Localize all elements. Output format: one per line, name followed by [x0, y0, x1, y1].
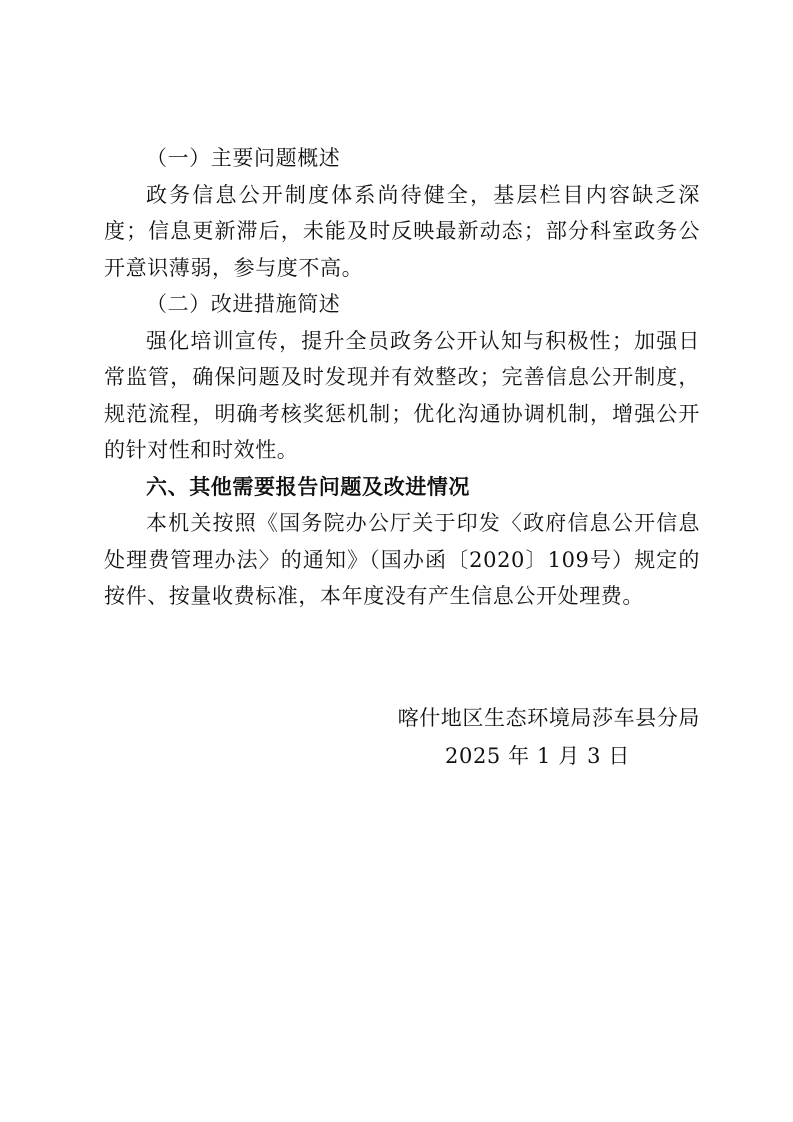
paragraph-other-issues: 本机关按照《国务院办公厅关于印发〈政府信息公开信息处理费管理办法〉的通知》（国办函〔2020〕109号）规定的按件、按量收费标准，本年度没有产生信息公开处理费。 [104, 511, 700, 608]
signature-organization: 喀什地区生态环境局莎车县分局 [397, 706, 700, 730]
paragraph-improvement-measures: 强化培训宣传，提升全员政务公开认知与积极性；加强日常监管，确保问题及时发现并有效整改；完善信息公开制度，规范流程，明确考核奖惩机制；优化沟通协调机制，增强公开的针对性和时效性。 [104, 328, 700, 462]
paragraph-main-problems: 政务信息公开制度体系尚待健全，基层栏目内容缺乏深度；信息更新滞后，未能及时反映最新动态；部分科室政务公开意识薄弱，参与度不高。 [104, 182, 700, 280]
signature-block [398, 699, 700, 775]
section-heading-main-problems: （一）主要问题概述 [146, 146, 341, 170]
signature-date: 2025 年 1 月 3 日 [445, 744, 630, 768]
section-heading-improvement-measures: （二）改进措施简述 [146, 292, 341, 316]
section-heading-other-issues: 六、其他需要报告问题及改进情况 [146, 474, 470, 499]
document-body [104, 140, 700, 615]
